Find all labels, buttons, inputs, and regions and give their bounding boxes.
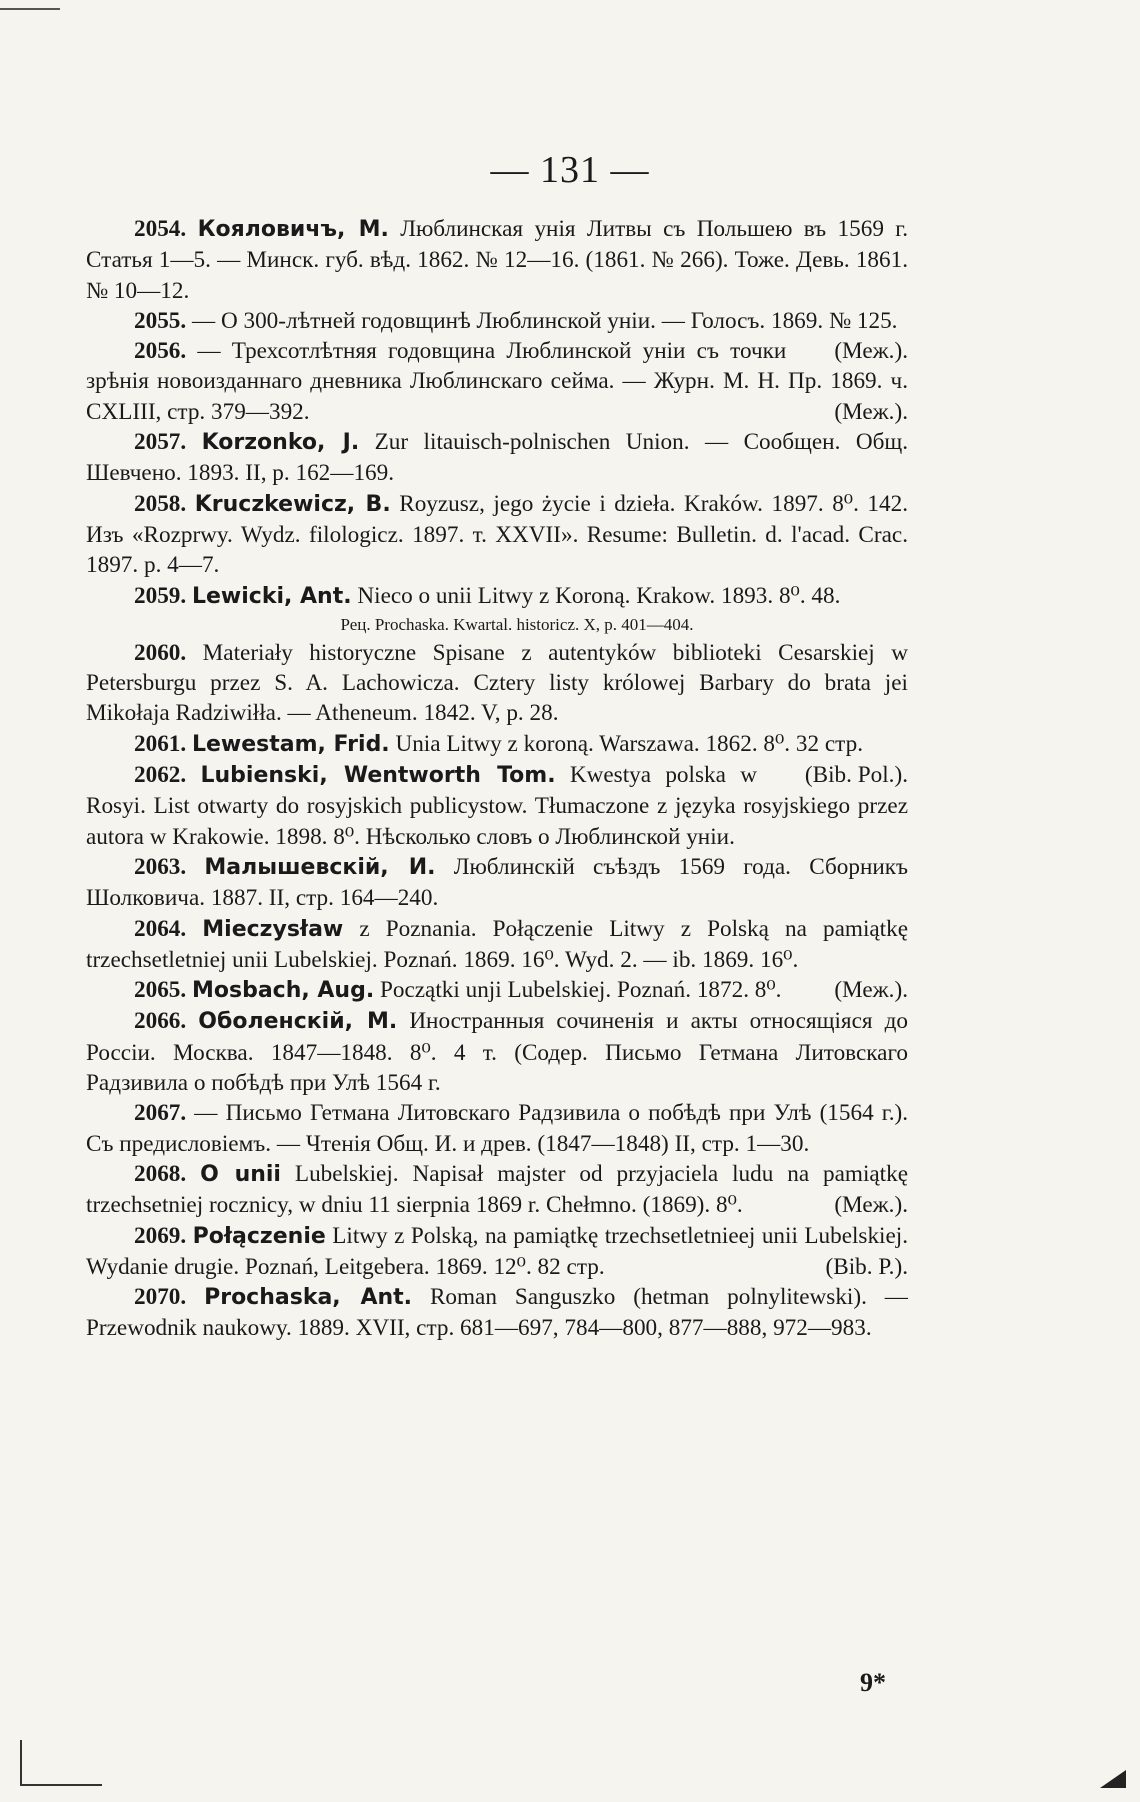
entry-text: Lubelskiej. Napisał majster od przyjaciela ludu na pamiątkę trzechsetniej rocznicy, w dniu 11 sierpnia 1869 r. Chełmno. (1869). 8⁰.	[86, 1160, 909, 1219]
entry-text: Royzusz, jego życie i dzieła. Kraków. 1897. 8⁰. 142. Изъ «Rozprwy. Wydz. filologicz. 1897. т. XXVII». Resume: Bulletin. d. l'acad. Crac. 1897. p. 4—7.	[86, 490, 909, 579]
entry-text: Unia Litwy z koroną. Warszawa. 1862. 8⁰. 32 стр.	[395, 730, 863, 757]
entry-source: (Bib. P.).	[825, 1253, 908, 1280]
scan-edge-mark	[0, 0, 60, 10]
entry-text: Początki unji Lubelskiej. Poznań. 1872. 8⁰.	[379, 977, 782, 1004]
entry-number: 2063.	[134, 853, 187, 880]
bibliography-entry	[86, 638, 908, 729]
entry-source: (Меж.).	[834, 338, 908, 365]
entry-source: (Меж.).	[834, 1192, 908, 1219]
entry-number: 2065.	[134, 977, 187, 1004]
entry-author: Kruczkewicz, B.	[194, 491, 391, 517]
entry-author: Prochaska, Ant.	[204, 1285, 413, 1311]
scan-corner-bracket	[20, 1740, 102, 1786]
entry-number: 2061.	[134, 730, 187, 757]
entry-number: 2059.	[134, 582, 187, 609]
bibliography-entry	[86, 1159, 908, 1221]
bibliography-entry	[86, 336, 908, 427]
bibliography-entry	[86, 489, 908, 581]
entry-text: Zur litauisch-polnischen Union. — Сообщен. Общ. Шевчено. 1893. II, p. 162—169.	[86, 429, 909, 487]
entry-number: 2067.	[134, 1100, 187, 1127]
entry-source: (Меж.).	[834, 977, 908, 1004]
entry-number: 2058.	[134, 490, 187, 517]
entry-author: Mieczysław	[202, 916, 344, 942]
entry-author: Кояловичъ, М.	[197, 217, 389, 242]
signature-mark: 9*	[860, 1668, 886, 1697]
entry-number: 2064.	[134, 915, 187, 942]
entry-author: Малышевскій, И.	[204, 854, 436, 880]
entry-text: Люблинскій съѣздъ 1569 года. Сборникъ Шолковича. 1887. II, стр. 164—240.	[86, 853, 909, 912]
entry-source: (Меж.).	[834, 398, 908, 425]
bibliography-entry	[86, 427, 908, 489]
entry-number: 2060.	[134, 639, 187, 666]
page-number: — 131 —	[490, 149, 650, 191]
entry-text: Kwestya polska w Rosyi. List otwarty do rosyjskich publicystow. Tłumaczone z języka rosyjskiego przez autora w Krakowie. 1898. 8⁰. Нѣсколько словъ о Люблинской уніи.	[86, 762, 908, 850]
entry-author: Lewestam, Frid.	[191, 731, 390, 757]
bibliography-entry	[86, 1098, 908, 1159]
entry-number: 2062.	[134, 762, 187, 789]
entry-author: Оболенскій, М.	[198, 1009, 398, 1035]
entry-author: O unii	[200, 1161, 281, 1187]
entry-number: 2068.	[134, 1160, 187, 1187]
bibliography-entry	[86, 1006, 908, 1098]
entry-number: 2054.	[134, 216, 187, 242]
bibliography-entry	[86, 1282, 908, 1344]
entry-number: 2066.	[134, 1008, 187, 1035]
bibliography-entry	[86, 1221, 908, 1283]
entry-author: Mosbach, Aug.	[191, 978, 375, 1004]
entry-text: — Письмо Гетмана Литовскаго Радзивила о побѣдѣ при Улѣ (1564 г.). Съ предисловіемъ. — Чтенія Общ. И. и древ. (1847—1848) II, стр. 1—30.	[86, 1100, 909, 1157]
entry-text: Nieco o unii Litwy z Koroną. Krakow. 1893. 8⁰. 48.	[357, 582, 841, 609]
entry-source: (Bib. Pol.).	[804, 762, 908, 789]
entry-text: Люблинская унія Литвы съ Польшею въ 1569 г. Статья 1—5. — Минск. губ. вѣд. 1862. № 12—16. (1861. № 266). Тоже. Девь. 1861. № 10—12.	[86, 216, 908, 304]
bibliography-list	[86, 214, 908, 1344]
entry-author: Korzonko, J.	[201, 430, 360, 456]
entry-text: Materiały historyczne Spisane z autentyków biblioteki Cesarskiej w Petersburgu przez S. A. Lachowicza. Cztery listy królowej Barbary do brata jei Mikołaja Radziwiłła. — Atheneum. 1842. V, p. 28.	[86, 639, 908, 727]
entry-author: Lubienski, Wentworth Tom.	[200, 763, 556, 789]
entry-number: 2069.	[134, 1222, 187, 1249]
bibliography-entry	[86, 975, 908, 1006]
scan-corner-triangle	[1100, 1770, 1126, 1788]
entry-text: Litwy z Polską, na pamiątkę trzechsetletnieej unii Lubelskiej. Wydanie drugie. Poznań, Leitgebera. 1869. 12⁰. 82 стр.	[86, 1222, 909, 1280]
bibliography-entry	[86, 852, 908, 914]
entry-number: 2070.	[134, 1284, 187, 1311]
entry-author: Połączenie	[192, 1223, 326, 1249]
bibliography-entry	[86, 581, 908, 612]
entry-text: — Трехсотлѣтняя годовщина Люблинской уніи съ точки зрѣнія новоизданнаго дневника Люблинскаго сейма. — Журн. М. Н. Пр. 1869. ч. CXLIII, стр. 379—392.	[86, 338, 908, 425]
entry-number: 2055.	[134, 307, 187, 334]
entry-number: 2056.	[134, 338, 187, 365]
entry-author: Lewicki, Ant.	[191, 583, 352, 609]
entry-text: — О 300-лѣтней годовщинѣ Люблинской уніи. — Голосъ. 1869. № 125.	[191, 307, 898, 334]
entry-text: Иностранныя сочиненія и акты относящіяся до Россіи. Москва. 1847—1848. 8⁰. 4 т. (Содер. Письмо Гетмана Литовскаго Радзивила о побѣдѣ при Улѣ 1564 г.	[86, 1008, 909, 1097]
entry-text: z Poznania. Połączenie Litwy z Polską na pamiątkę trzechsetletniej unii Lubelskiej. Poznań. 1869. 16⁰. Wyd. 2. — ib. 1869. 16⁰.	[86, 915, 909, 973]
entry-number: 2057.	[134, 429, 187, 456]
entry-review: Рец. Prochaska. Kwartal. historicz. X, p. 401—404.	[340, 614, 694, 634]
entry-text: Roman Sanguszko (hetman polnylitewski). — Przewodnik naukowy. 1889. XVII, стр. 681—697, 784—800, 877—888, 972—983.	[86, 1284, 908, 1342]
bibliography-entry	[86, 214, 908, 306]
